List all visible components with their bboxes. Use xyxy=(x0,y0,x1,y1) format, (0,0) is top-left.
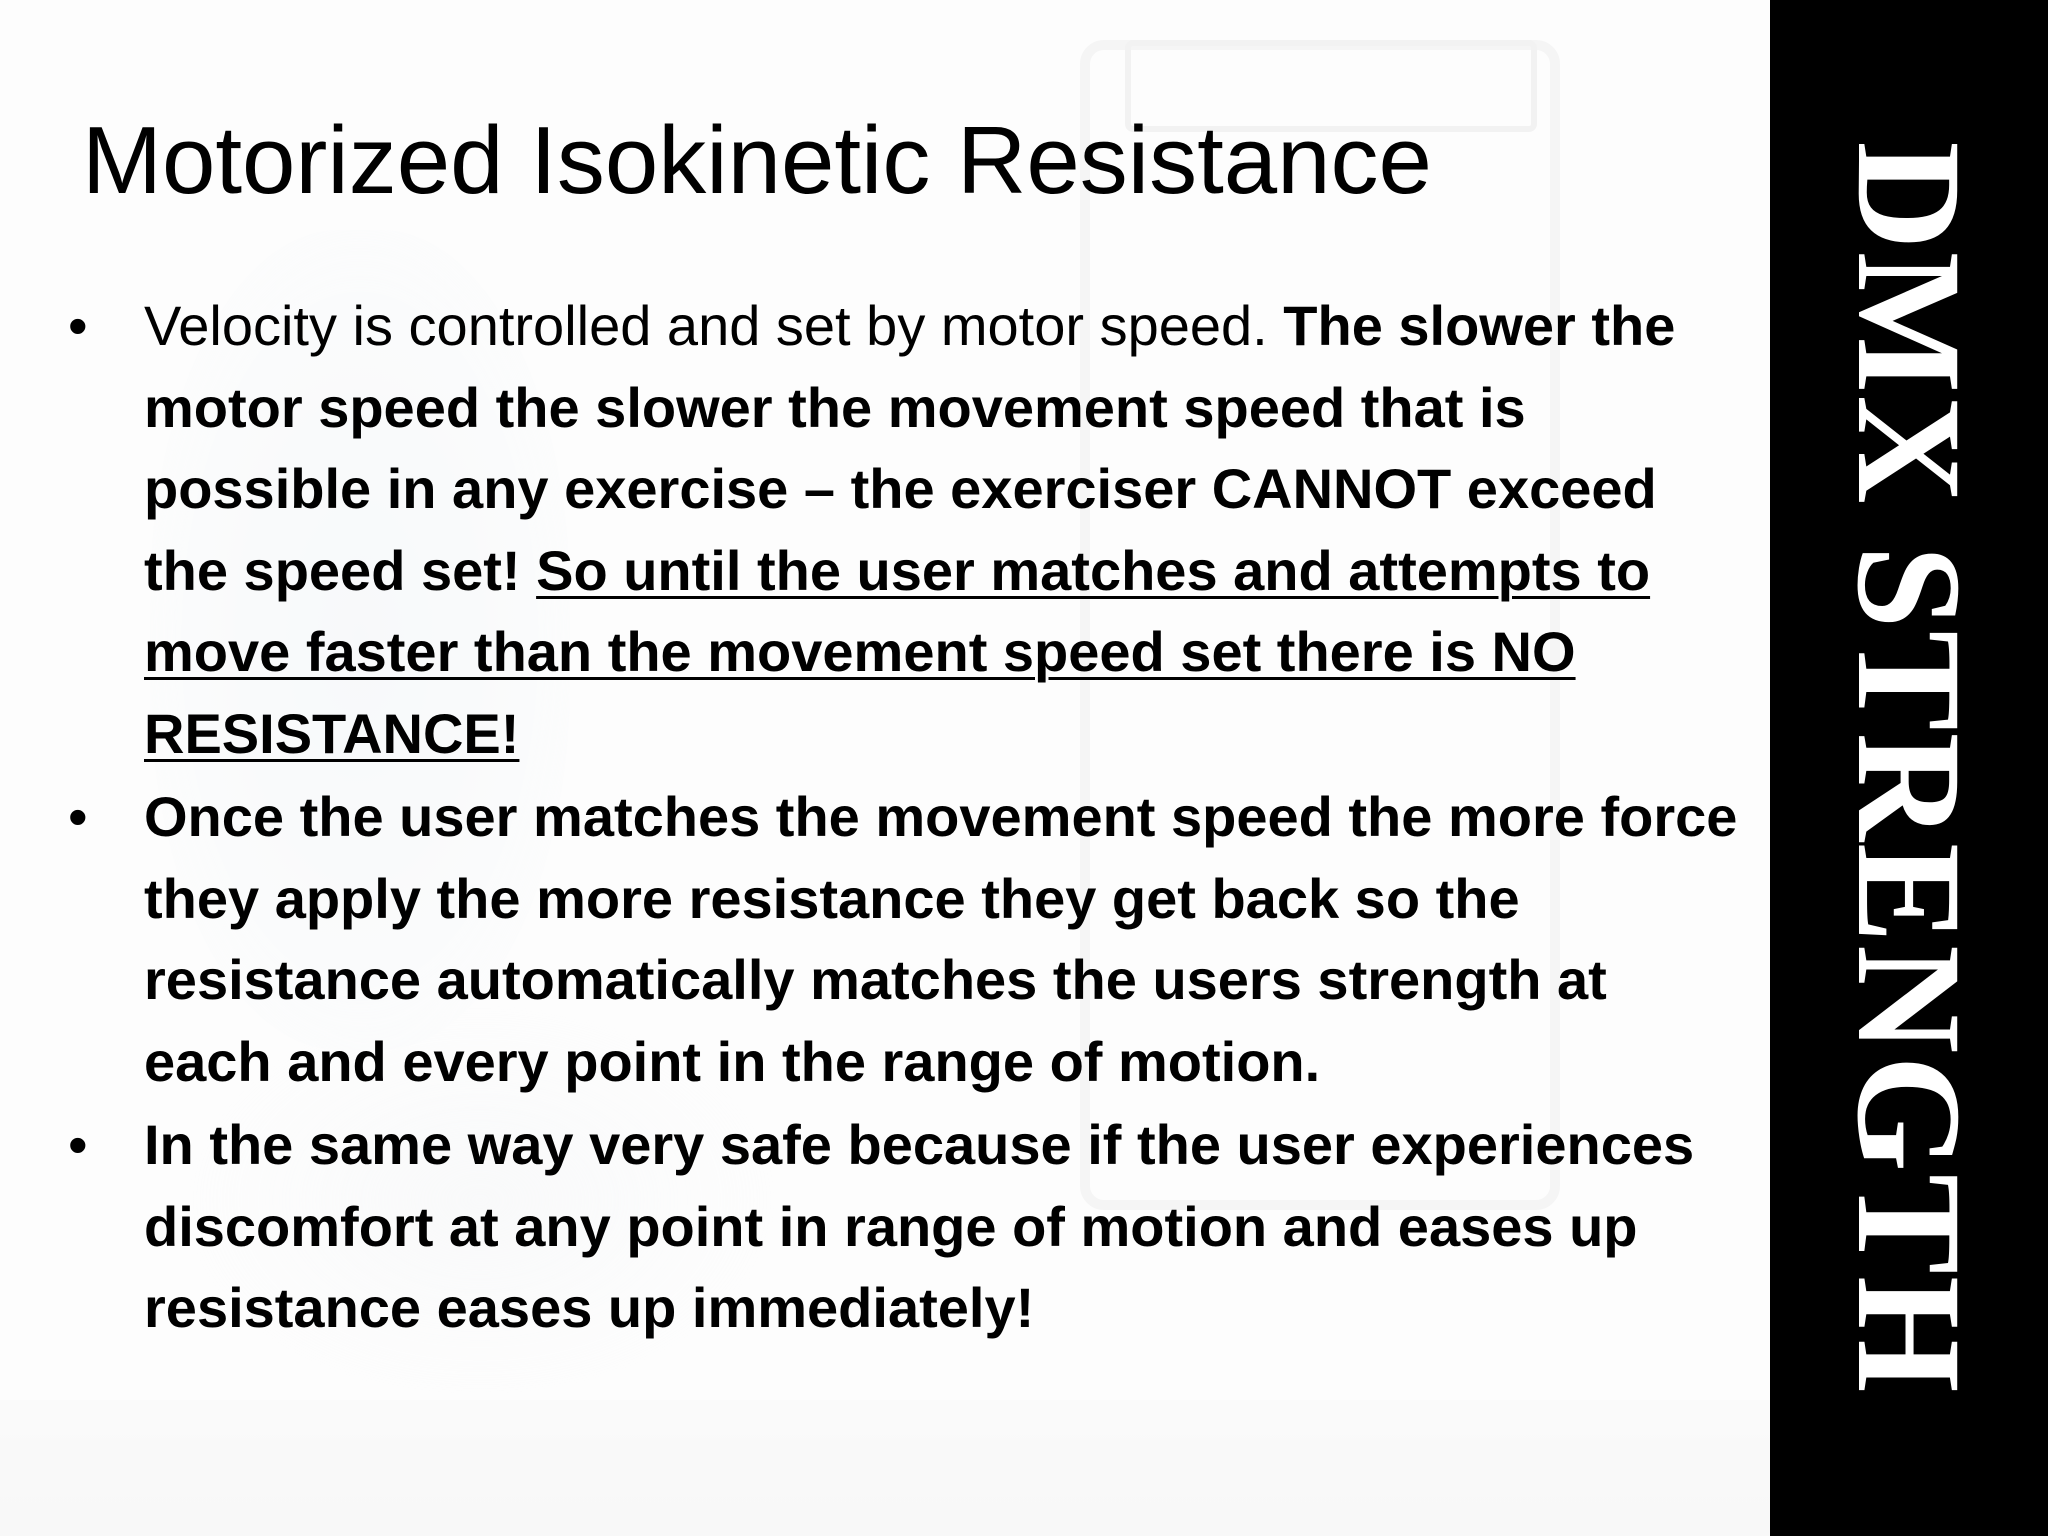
bullet-item xyxy=(60,1104,1740,1349)
bullet-segment-bold-underlined: So until the user matches and attempts to move faster than the movement speed set there is NO RESISTANCE! xyxy=(144,538,1651,765)
bullet-segment-bold: Once the user matches the movement speed the more force they apply the more resistance they get back so the resistance automatically matches the users strength at each and every point in the range of motion. xyxy=(144,785,1738,1093)
brand-logo-text: DMX STRENGTH xyxy=(1826,141,1992,1395)
bullet-dot: • xyxy=(68,785,88,848)
bullet-dot: • xyxy=(68,294,88,357)
bullet-segment-bold: The slower the motor speed the slower the movement speed that is possible in any exercise – the exerciser CANNOT exceed the speed set! xyxy=(144,294,1676,602)
slide-title: Motorized Isokinetic Resistance xyxy=(82,107,1432,214)
bullet-segment-bold: In the same way very safe because if the user experiences discomfort at any point in range of motion and eases up resistance eases up immediately! xyxy=(144,1113,1695,1339)
bullet-item xyxy=(60,285,1740,774)
bullet-item xyxy=(60,776,1740,1102)
bullet-dot: • xyxy=(68,1113,88,1176)
bullet-list xyxy=(60,285,1740,1351)
bullet-segment: Velocity is controlled and set by motor speed. xyxy=(144,294,1284,357)
floor-shape xyxy=(0,1400,1770,1536)
